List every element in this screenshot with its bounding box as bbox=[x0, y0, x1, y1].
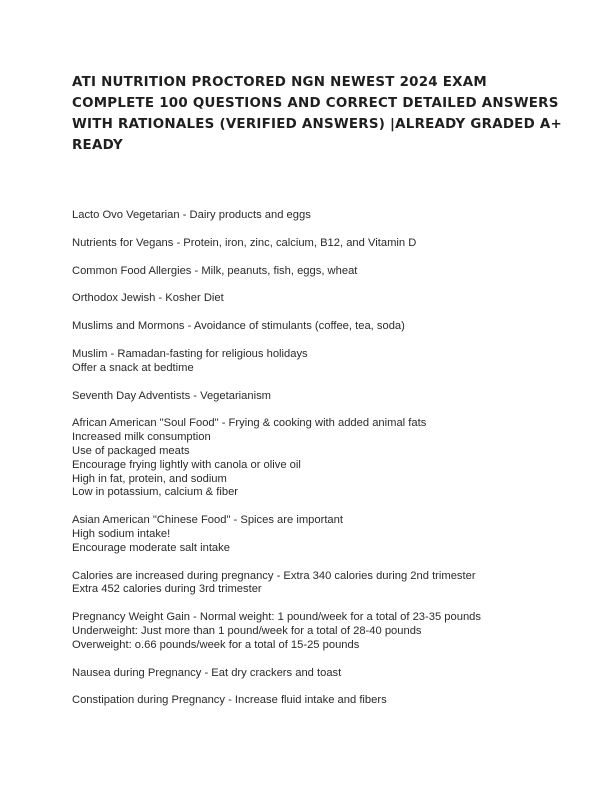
document-title bbox=[72, 72, 562, 156]
entry-line: Calories are increased during pregnancy - Extra 340 calories during 2nd trimester bbox=[72, 569, 476, 582]
title-line: ATI NUTRITION PROCTORED NGN NEWEST 2024 EXAM bbox=[72, 75, 487, 90]
entry-line: High sodium intake! bbox=[72, 527, 171, 540]
entry-constipation-during-pregnancy bbox=[72, 694, 552, 708]
entry-nutrients-for-vegans bbox=[72, 237, 552, 251]
entry-line: High in fat, protein, and sodium bbox=[72, 472, 227, 485]
entry-seventh-day-adventists bbox=[72, 390, 552, 404]
entry-line: Use of packaged meats bbox=[72, 444, 190, 457]
entry-line: Offer a snack at bedtime bbox=[72, 361, 194, 374]
entry-line: Asian American "Chinese Food" - Spices are important bbox=[72, 514, 343, 527]
entry-asian-american-chinese-food bbox=[72, 514, 552, 555]
entry-line: Muslims and Mormons - Avoidance of stimulants (coffee, tea, soda) bbox=[72, 320, 405, 333]
entry-african-american-soul-food bbox=[72, 417, 552, 500]
entry-line: Lacto Ovo Vegetarian - Dairy products and eggs bbox=[72, 209, 311, 221]
entry-line: Pregnancy Weight Gain - Normal weight: 1 pound/week for a total of 23-35 pounds bbox=[72, 611, 481, 624]
entry-line: Extra 452 calories during 3rd trimester bbox=[72, 583, 262, 596]
entry-line: Low in potassium, calcium & fiber bbox=[72, 486, 239, 499]
title-line: WITH RATIONALES (VERIFIED ANSWERS) |ALREADY GRADED A+ bbox=[72, 117, 562, 132]
entry-line: Constipation during Pregnancy - Increase fluid intake and fibers bbox=[72, 694, 387, 707]
entry-line: Orthodox Jewish - Kosher Diet bbox=[72, 292, 224, 305]
title-line: READY bbox=[72, 138, 123, 153]
entry-lacto-ovo-vegetarian bbox=[72, 209, 552, 223]
entry-pregnancy-calories bbox=[72, 570, 552, 598]
entry-line: Muslim - Ramadan-fasting for religious holidays bbox=[72, 347, 308, 360]
entry-line: Seventh Day Adventists - Vegetarianism bbox=[72, 389, 271, 402]
entry-common-food-allergies bbox=[72, 265, 552, 279]
entry-orthodox-jewish bbox=[72, 292, 552, 306]
entry-line: Underweight: Just more than 1 pound/week for a total of 28-40 pounds bbox=[72, 624, 422, 637]
entry-line: Encourage frying lightly with canola or olive oil bbox=[72, 458, 301, 471]
flashcard-list bbox=[72, 209, 552, 722]
entry-line: Common Food Allergies - Milk, peanuts, fish, eggs, wheat bbox=[72, 264, 358, 277]
entry-pregnancy-weight-gain bbox=[72, 611, 552, 652]
entry-muslim-ramadan bbox=[72, 348, 552, 376]
entry-line: Nausea during Pregnancy - Eat dry crackers and toast bbox=[72, 666, 342, 679]
entry-line: Increased milk consumption bbox=[72, 431, 211, 444]
entry-line: Encourage moderate salt intake bbox=[72, 541, 230, 554]
title-line: COMPLETE 100 QUESTIONS AND CORRECT DETAILED ANSWERS bbox=[72, 96, 559, 111]
entry-nausea-during-pregnancy bbox=[72, 667, 552, 681]
entry-line: African American "Soul Food" - Frying & cooking with added animal fats bbox=[72, 417, 427, 430]
entry-line: Nutrients for Vegans - Protein, iron, zinc, calcium, B12, and Vitamin D bbox=[72, 236, 417, 249]
entry-muslims-and-mormons bbox=[72, 320, 552, 334]
entry-line: Overweight: o.66 pounds/week for a total of 15-25 pounds bbox=[72, 638, 360, 651]
